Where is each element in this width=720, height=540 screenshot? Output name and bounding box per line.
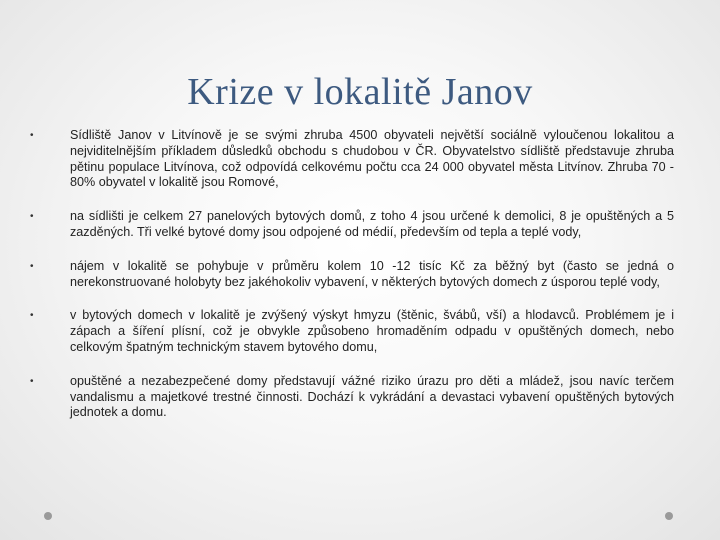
slide-title: Krize v lokalitě Janov: [187, 71, 533, 113]
bullet-dot-icon: •: [30, 211, 34, 223]
bullet-dot-icon: •: [30, 375, 34, 387]
bullet-dot-icon: •: [30, 130, 34, 141]
bullet-item: [27, 128, 674, 191]
bullet-text: opuštěné a nezabezpečené domy představují vážné riziko úrazu pro děti a mládež, jsou navíc terčem vandalismu a majetkové trestné činnosti. Dochází k vykrádání a devastaci vybavení opuštěných bytových jednotek a domu.: [70, 373, 674, 420]
bullet-text: Sídliště Janov v Litvínově je se svými zhruba 4500 obyvateli největší sociálně vyloučenou lokalitou a nejviditelnějším příkladem důsledků obchodu s chudobou v ČR. Obyvatelstvo sídliště představuje zhruba pětinu populace Litvínova, což odpovídá celkovému počtu cca 24 000 obyvatel města Litvínov. Zhruba 70 - 80% obyvatel v lokalitě jsou Romové,: [70, 128, 674, 190]
bullet-item: [27, 374, 674, 421]
bullet-dot-icon: •: [30, 310, 34, 322]
bullet-item: [27, 259, 674, 291]
bullet-dot-icon: •: [30, 260, 34, 272]
bullet-list: [27, 128, 674, 439]
bullet-text: nájem v lokalitě se pohybuje v průměru kolem 10 -12 tisíc Kč za běžný byt (často se jedná o nerekonstruované holobyty bez jakéhokoliv vybavení, v některých bytových domech z úsporou teplé vody,: [70, 258, 674, 289]
bullet-item: [27, 209, 674, 241]
bullet-item: [27, 308, 674, 355]
bullet-text: na sídlišti je celkem 27 panelových bytových domů, z toho 4 jsou určené k demolici, 8 je opuštěných a 5 zazděných. Tři velké bytové domy jsou odpojené od médií, především od tepla a teplé vody,: [70, 209, 674, 239]
corner-dot-left-icon: [44, 512, 52, 520]
bullet-text: v bytových domech v lokalitě je zvýšený výskyt hmyzu (štěnic, švábů, vší) a hlodavců. Problémem je i zápach a šíření plísní, což je obvykle způsobeno hromaděním odpadu v opuštěných domech, nebo celkovým špatným technickým stavem bytového domu,: [70, 308, 674, 354]
corner-dot-right-icon: [665, 512, 673, 520]
